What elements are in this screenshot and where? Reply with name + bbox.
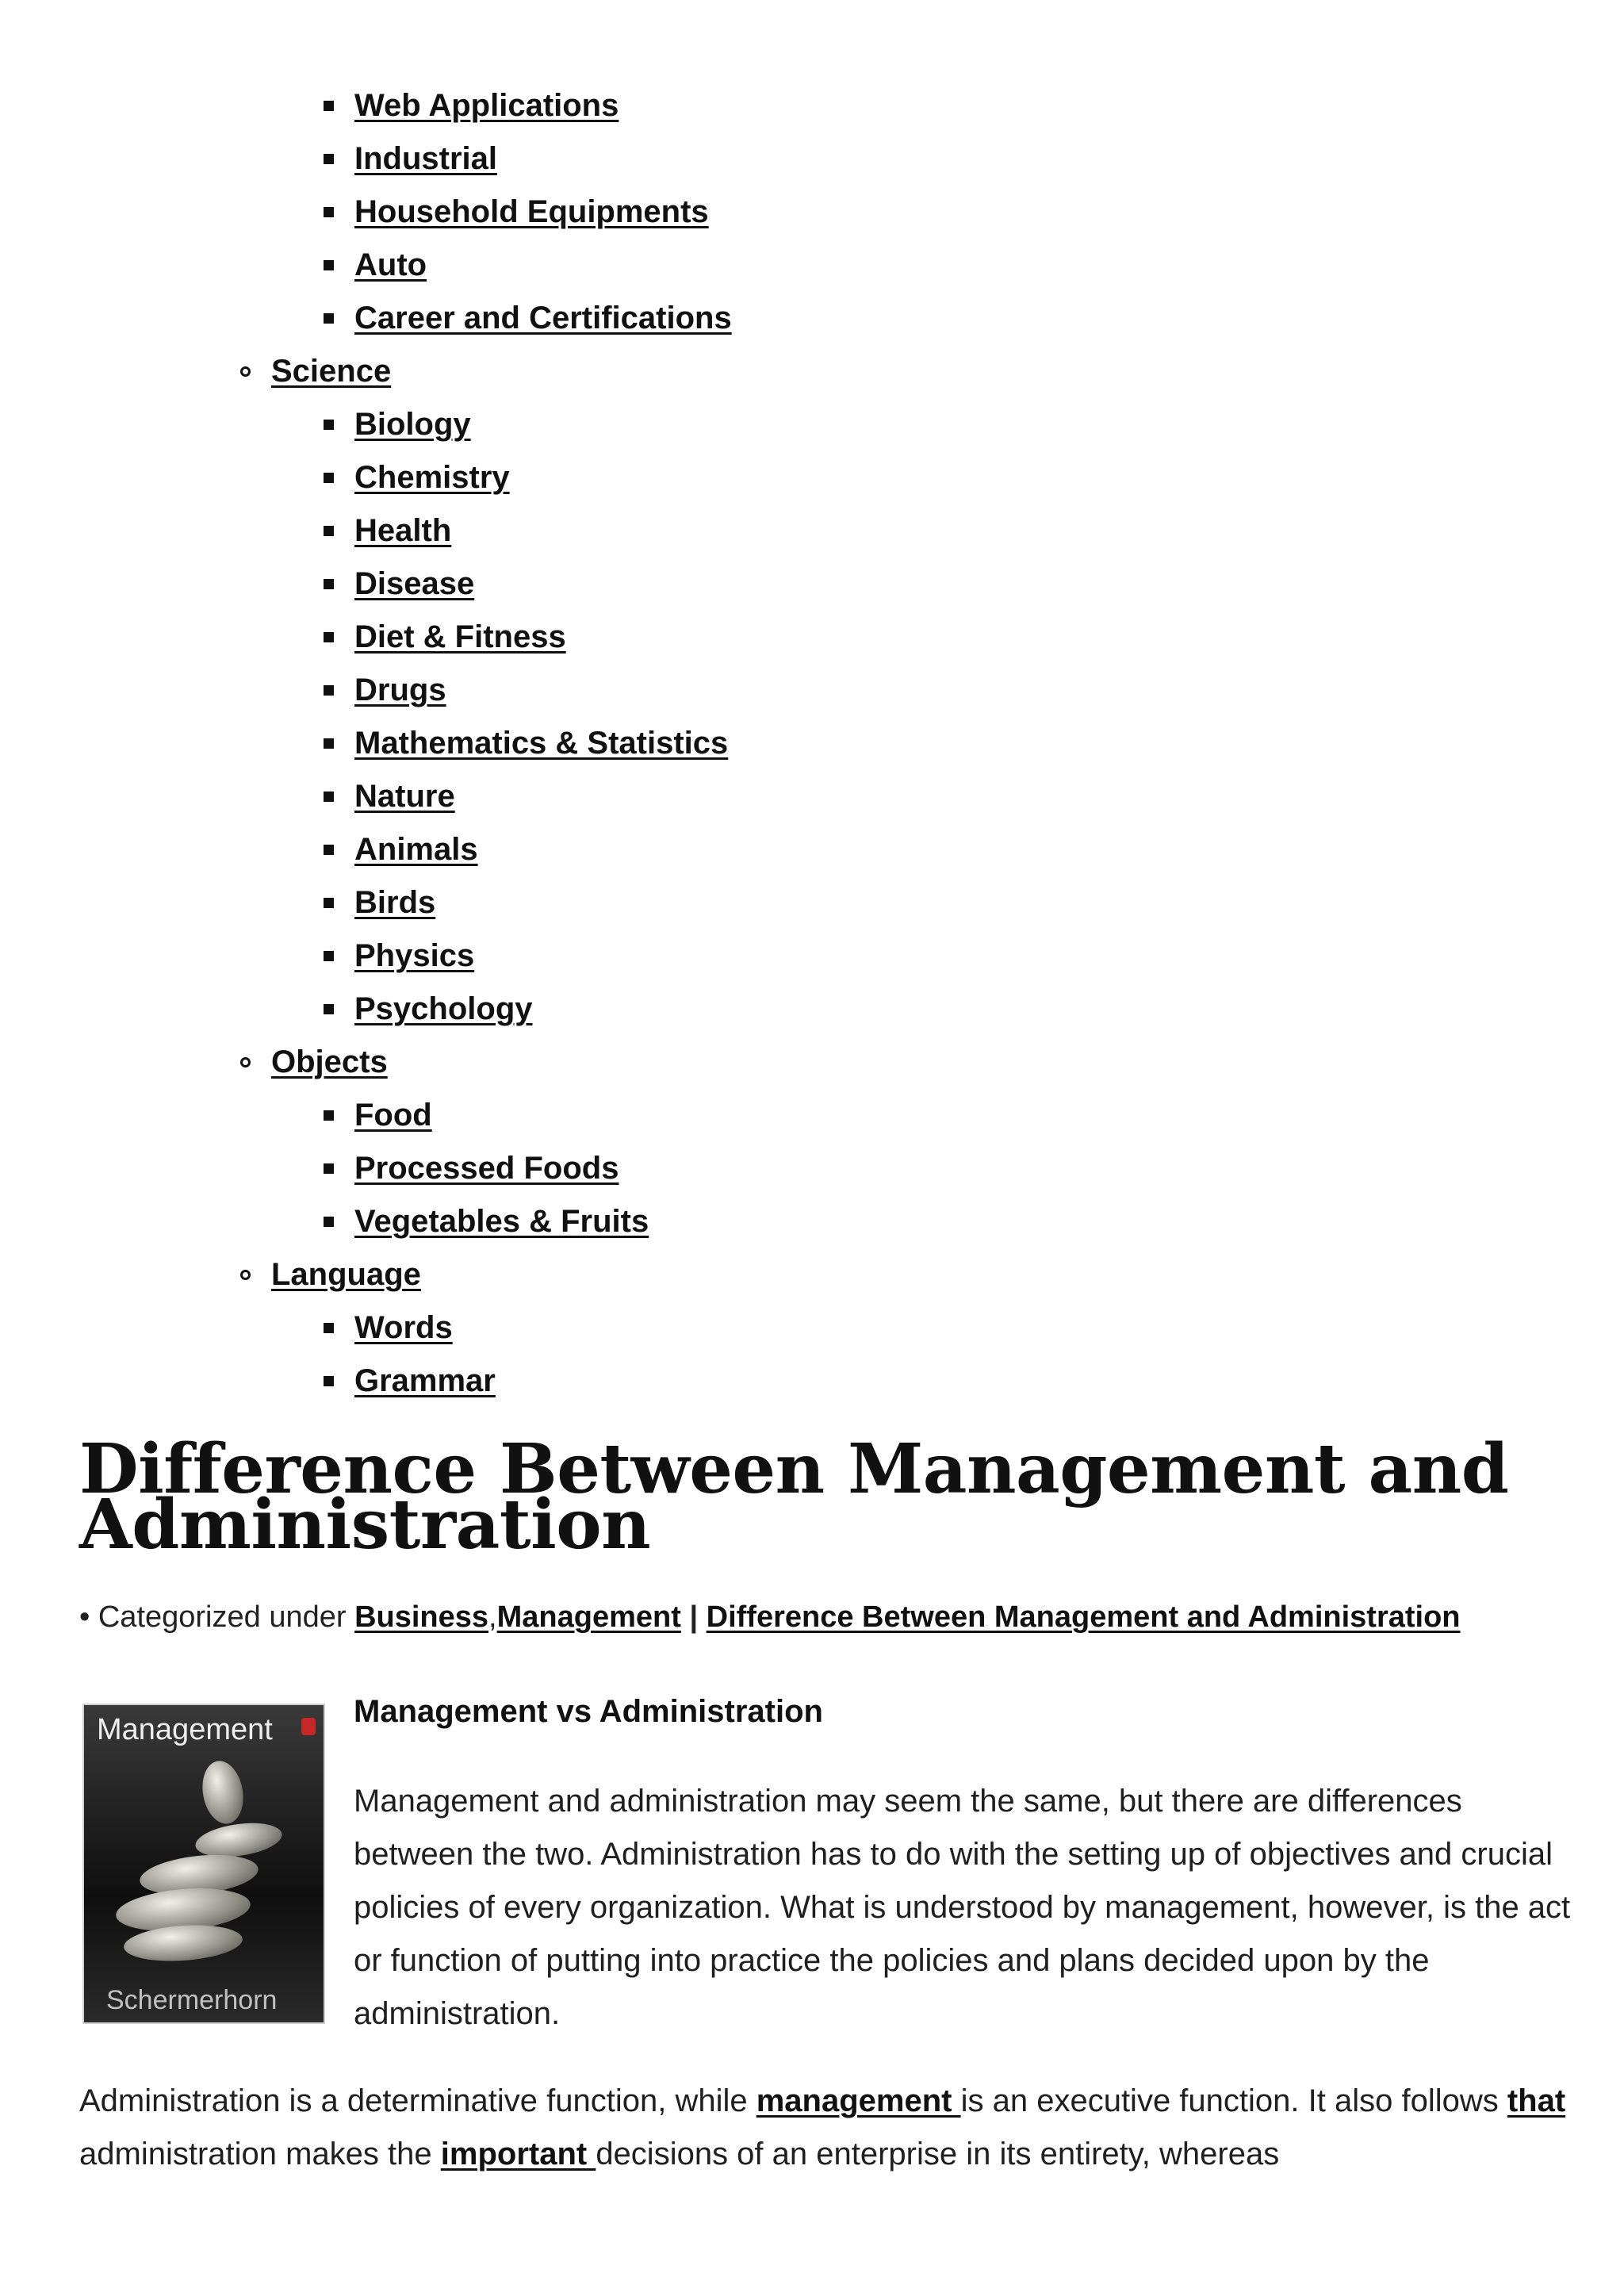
square-bullet-icon — [324, 579, 334, 589]
nav-link-grammar[interactable]: Grammar — [354, 1363, 496, 1398]
nav-section[interactable] — [240, 1248, 421, 1301]
square-bullet-icon — [324, 526, 334, 536]
square-bullet-icon — [324, 1376, 334, 1386]
square-bullet-icon — [324, 1217, 334, 1227]
nav-link-nature[interactable]: Nature — [354, 779, 455, 814]
stone-shape — [197, 1757, 247, 1826]
square-bullet-icon — [324, 685, 334, 696]
nav-item[interactable] — [324, 398, 471, 451]
nav-item[interactable] — [324, 504, 451, 558]
nav-link-health[interactable]: Health — [354, 513, 452, 548]
nav-item[interactable] — [324, 186, 709, 239]
nav-link-biology[interactable]: Biology — [354, 407, 471, 442]
square-bullet-icon — [324, 845, 334, 855]
square-bullet-icon — [324, 898, 334, 908]
square-bullet-icon — [324, 154, 334, 164]
inline-link-management[interactable]: management — [756, 2083, 961, 2118]
square-bullet-icon — [324, 1163, 334, 1174]
nav-link-drugs[interactable]: Drugs — [354, 673, 446, 707]
nav-link-household-equipments[interactable]: Household Equipments — [354, 194, 709, 229]
nav-item[interactable] — [324, 239, 427, 292]
nav-link-science[interactable]: Science — [271, 354, 392, 389]
circle-bullet-icon — [240, 366, 251, 377]
inline-link-important[interactable]: important — [440, 2137, 596, 2171]
nav-item[interactable] — [324, 558, 474, 611]
nav-link-chemistry[interactable]: Chemistry — [354, 460, 510, 495]
section-subheading: Management vs Administration — [354, 1694, 823, 1729]
intro-paragraph: Management and administration may seem the same, but there are differences between the two. Administration has to do with the setting up of objectives and crucial policies of every organization. What is understood by management, however, is the act or function of putting into practice the policies and plans decided upon by the administration. — [354, 1784, 1571, 2031]
nav-link-language[interactable]: Language — [271, 1257, 421, 1292]
meta-separator: | — [680, 1600, 707, 1634]
nav-item[interactable] — [324, 1355, 496, 1408]
nav-item[interactable] — [324, 770, 455, 823]
nav-link-career-certifications[interactable]: Career and Certifications — [354, 301, 732, 335]
book-cover-image — [82, 1704, 325, 2024]
square-bullet-icon — [324, 313, 334, 324]
category-link-business[interactable]: Business — [354, 1600, 489, 1634]
square-bullet-icon — [324, 1110, 334, 1121]
nav-section[interactable] — [240, 345, 391, 398]
nav-item[interactable] — [324, 876, 435, 930]
cover-title: Management — [97, 1713, 273, 1746]
square-bullet-icon — [324, 420, 334, 430]
nav-item[interactable] — [324, 930, 474, 983]
square-bullet-icon — [324, 792, 334, 802]
nav-link-birds[interactable]: Birds — [354, 885, 436, 920]
nav-link-words[interactable]: Words — [354, 1310, 453, 1345]
nav-link-food[interactable]: Food — [354, 1098, 432, 1133]
square-bullet-icon — [324, 738, 334, 749]
circle-bullet-icon — [240, 1057, 251, 1068]
nav-link-processed-foods[interactable]: Processed Foods — [354, 1151, 619, 1186]
square-bullet-icon — [324, 101, 334, 111]
nav-item[interactable] — [324, 292, 732, 345]
category-meta — [79, 1600, 1461, 1635]
square-bullet-icon — [324, 632, 334, 642]
article — [79, 1429, 1571, 2171]
square-bullet-icon — [324, 951, 334, 961]
nav-item[interactable] — [324, 983, 533, 1036]
cover-badge — [301, 1718, 316, 1735]
text-segment: is an executive function. It also follows — [960, 2083, 1507, 2118]
page-title: Difference Between Management and Administration — [79, 1429, 1509, 1565]
nav-item[interactable] — [324, 717, 728, 770]
square-bullet-icon — [324, 207, 334, 217]
nav-link-physics[interactable]: Physics — [354, 938, 475, 973]
square-bullet-icon — [324, 473, 334, 483]
nav-item[interactable] — [324, 451, 510, 504]
meta-comma: , — [488, 1600, 497, 1634]
circle-bullet-icon — [240, 1270, 251, 1280]
nav-link-auto[interactable]: Auto — [354, 247, 427, 282]
nav-link-mathematics-statistics[interactable]: Mathematics & Statistics — [354, 726, 729, 761]
category-link-management[interactable]: Management — [496, 1600, 681, 1634]
body-paragraph — [79, 2075, 1570, 2181]
nav-item[interactable] — [324, 664, 446, 717]
nav-section[interactable] — [240, 1036, 388, 1089]
nav-link-web-applications[interactable]: Web Applications — [354, 88, 619, 123]
meta-prefix: • Categorized under — [79, 1600, 355, 1634]
nav-link-disease[interactable]: Disease — [354, 566, 475, 601]
article-permalink[interactable]: Difference Between Management and Administration — [706, 1600, 1461, 1634]
nav-link-industrial[interactable]: Industrial — [354, 141, 498, 176]
text-segment: decisions of an enterprise in its entirety, whereas — [596, 2137, 1280, 2171]
square-bullet-icon — [324, 1004, 334, 1014]
nav-link-vegetables-fruits[interactable]: Vegetables & Fruits — [354, 1204, 649, 1239]
nav-item[interactable] — [324, 79, 619, 132]
nav-item[interactable] — [324, 132, 497, 186]
nav-item[interactable] — [324, 1195, 649, 1248]
nav-link-animals[interactable]: Animals — [354, 832, 478, 867]
text-segment: Administration is a determinative function, while — [79, 2083, 756, 2118]
nav-item[interactable] — [324, 611, 566, 664]
square-bullet-icon — [324, 260, 334, 270]
text-segment: administration makes the — [79, 2137, 441, 2171]
nav-item[interactable] — [324, 1142, 619, 1195]
nav-item[interactable] — [324, 1089, 432, 1142]
square-bullet-icon — [324, 1323, 334, 1333]
nav-item[interactable] — [324, 823, 478, 876]
nav-item[interactable] — [324, 1301, 453, 1355]
nav-link-diet-fitness[interactable]: Diet & Fitness — [354, 619, 566, 654]
cover-author: Schermerhorn — [106, 1985, 278, 2015]
inline-link-that[interactable]: that — [1507, 2083, 1566, 2118]
nav-link-psychology[interactable]: Psychology — [354, 991, 533, 1026]
nav-link-objects[interactable]: Objects — [271, 1045, 388, 1079]
